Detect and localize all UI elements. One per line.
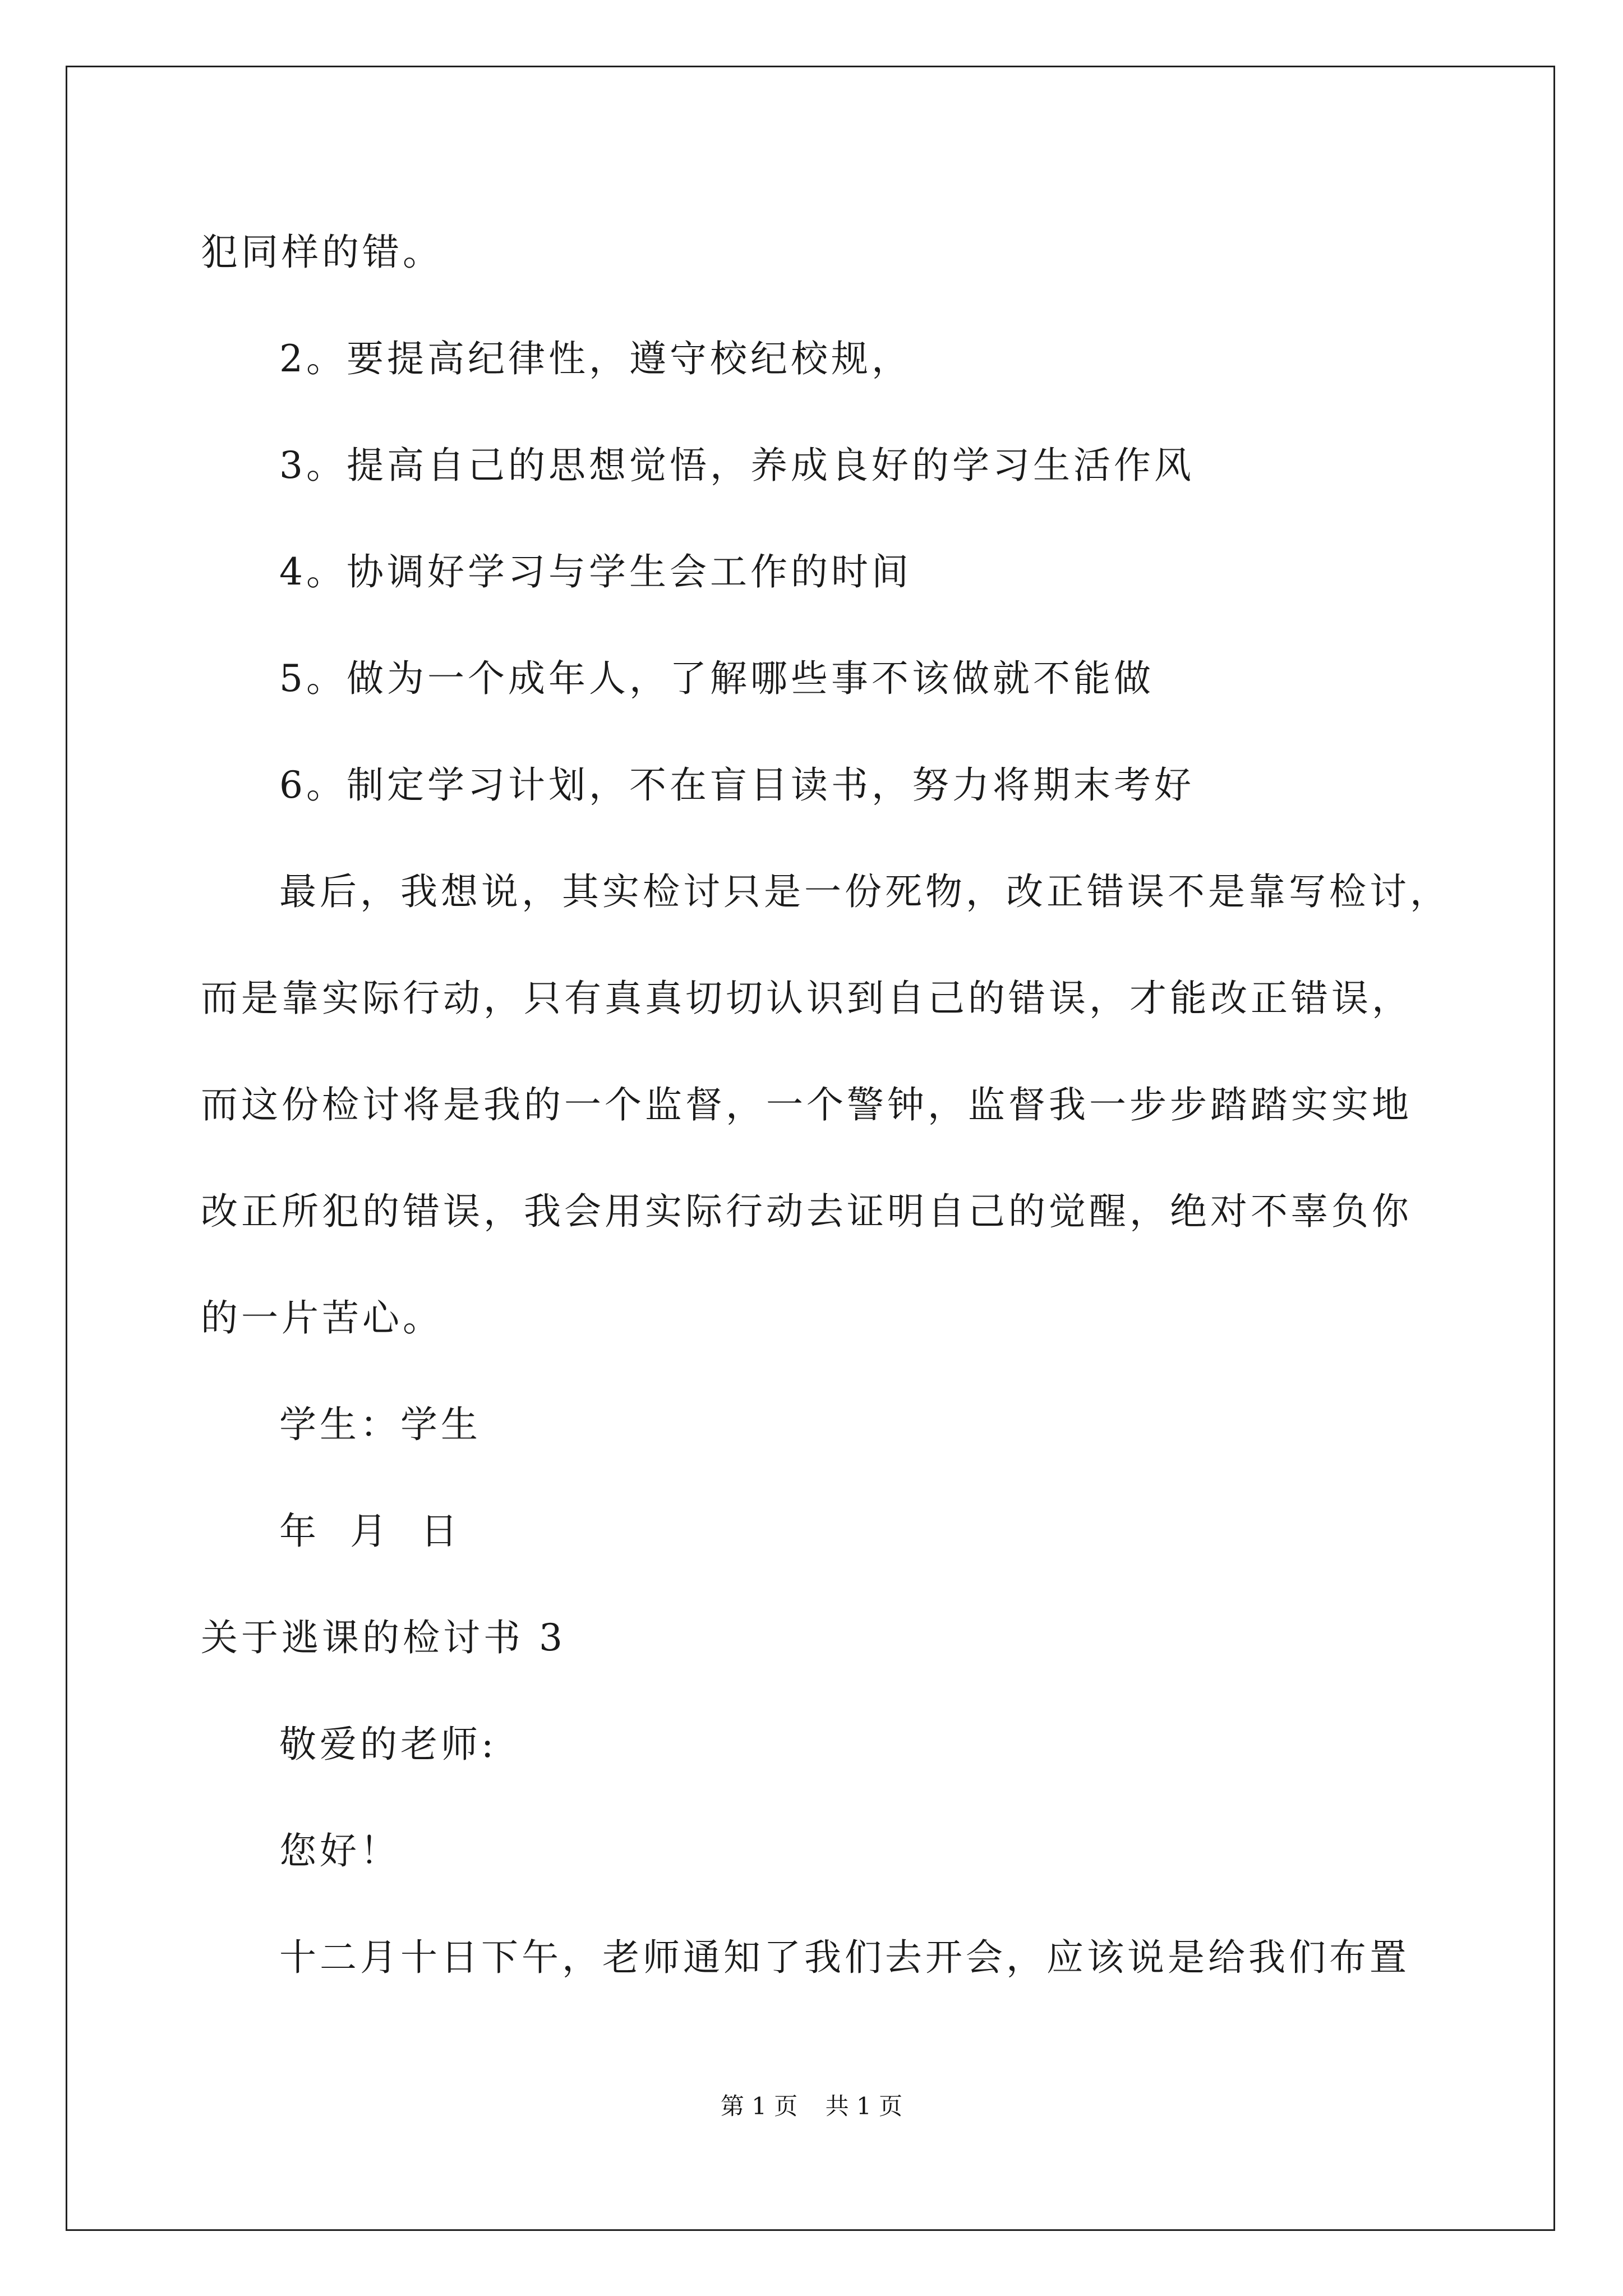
body-line-1: 十二月十日下午，老师通知了我们去开会，应该说是给我们布置: [279, 1936, 1410, 1979]
greeting: 您好！: [279, 1829, 400, 1872]
list-item-5: 5。做为一个成年人，了解哪些事不该做就不能做: [279, 657, 1154, 700]
page-total: 共 1 页: [825, 2092, 903, 2120]
page-border: [66, 66, 1555, 2231]
signature-student: 学生：学生: [279, 1403, 481, 1446]
conclusion-line-2: 而是靠实际行动，只有真真切切认识到自己的错误，才能改正错误，: [201, 977, 1412, 1020]
signature-date: 年 月 日: [279, 1510, 461, 1553]
conclusion-line-5: 的一片苦心。: [201, 1296, 443, 1340]
text-line-1: 犯同样的错。: [201, 231, 443, 274]
salutation: 敬爱的老师:: [279, 1723, 497, 1766]
page-number: 第 1 页: [720, 2092, 798, 2120]
list-item-4: 4。协调好学习与学生会工作的时间: [279, 550, 912, 593]
conclusion-line-3: 而这份检讨将是我的一个监督，一个警钟，监督我一步步踏踏实实地: [201, 1083, 1412, 1126]
page-footer: [0, 2092, 1623, 2120]
list-item-2: 2。要提高纪律性，遵守校纪校规，: [279, 337, 912, 380]
list-item-6: 6。制定学习计划，不在盲目读书，努力将期末考好: [279, 763, 1195, 807]
section-title: 关于逃课的检讨书 3: [201, 1616, 566, 1659]
conclusion-line-4: 改正所犯的错误，我会用实际行动去证明自己的觉醒，绝对不辜负你: [201, 1190, 1412, 1233]
list-item-3: 3。提高自己的思想觉悟，养成良好的学习生活作风: [279, 444, 1195, 487]
conclusion-line-1: 最后，我想说，其实检讨只是一份死物，改正错误不是靠写检讨，: [279, 870, 1450, 913]
